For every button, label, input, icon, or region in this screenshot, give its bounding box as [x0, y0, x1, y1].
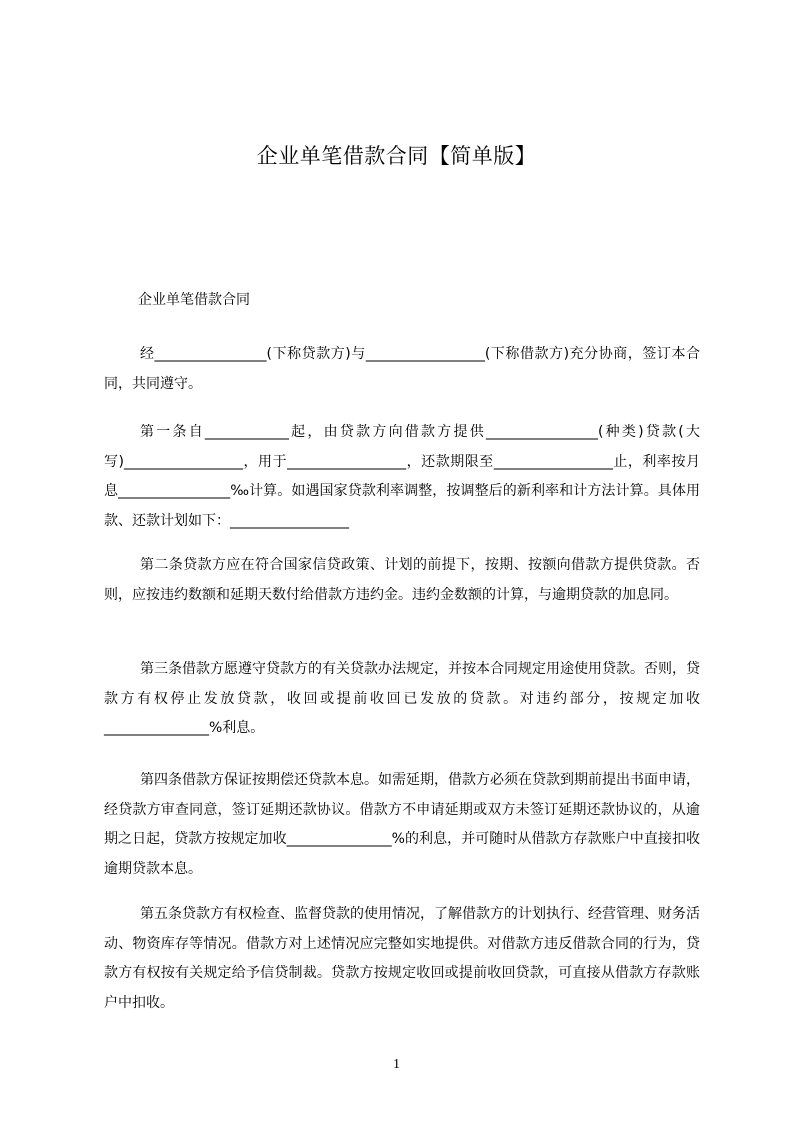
paragraph-article-2: 第二条贷款方应在符合国家信贷政策、计划的前提下，按期、按额向借款方提供贷款。否则，应按违约数额和延期天数付给借款方违约金。违约金数额的计算，与逾期贷款的加息同。 — [104, 557, 700, 603]
paragraph-preamble: 经________________(下称贷款方)与_________________(下称借款方)充分协商，签订本合同，共同遵守。 — [104, 346, 700, 392]
paragraph-article-1: 第一条自____________起，由贷款方向借款方提供________________(种类)贷款(大写)_________________，用于_________________，还款期限至_________________止，利率按月息________________‰计算。如遇国家贷款利率调整，按调整后的新利率和计方法计算。具体用款、还款计划如下：_________________ — [104, 424, 700, 529]
paragraph-article-3: 第三条借款方愿遵守贷款方的有关贷款办法规定，并按本合同规定用途使用贷款。否则，贷款方有权停止发放贷款，收回或提前收回已发放的贷款。对违约部分，按规定加收_______________%利息。 — [104, 661, 700, 736]
document-title: 企业单笔借款合同【简单版】 — [256, 144, 537, 168]
paragraph-article-5: 第五条贷款方有权检查、监督贷款的使用情况，了解借款方的计划执行、经营管理、财务活动、物资库存等情况。借款方对上述情况应完整如实地提供。对借款方违反借款合同的行为，贷款方有权按有关规定给予信贷制裁。贷款方按规定收回或提前收回贷款，可直接从借款方存款账户中扣收。 — [104, 906, 700, 1011]
paragraph-article-4: 第四条借款方保证按期偿还贷款本息。如需延期，借款方必须在贷款到期前提出书面申请，经贷款方审查同意，签订延期还款协议。借款方不申请延期或双方未签订延期还款协议的，从逾期之日起，贷款方按规定加收_______________%的利息，并可随时从借款方存款账户中直接扣收逾期贷款本息。 — [104, 772, 700, 877]
page-number: 1 — [393, 1057, 400, 1072]
document-subtitle: 企业单笔借款合同 — [138, 292, 250, 308]
